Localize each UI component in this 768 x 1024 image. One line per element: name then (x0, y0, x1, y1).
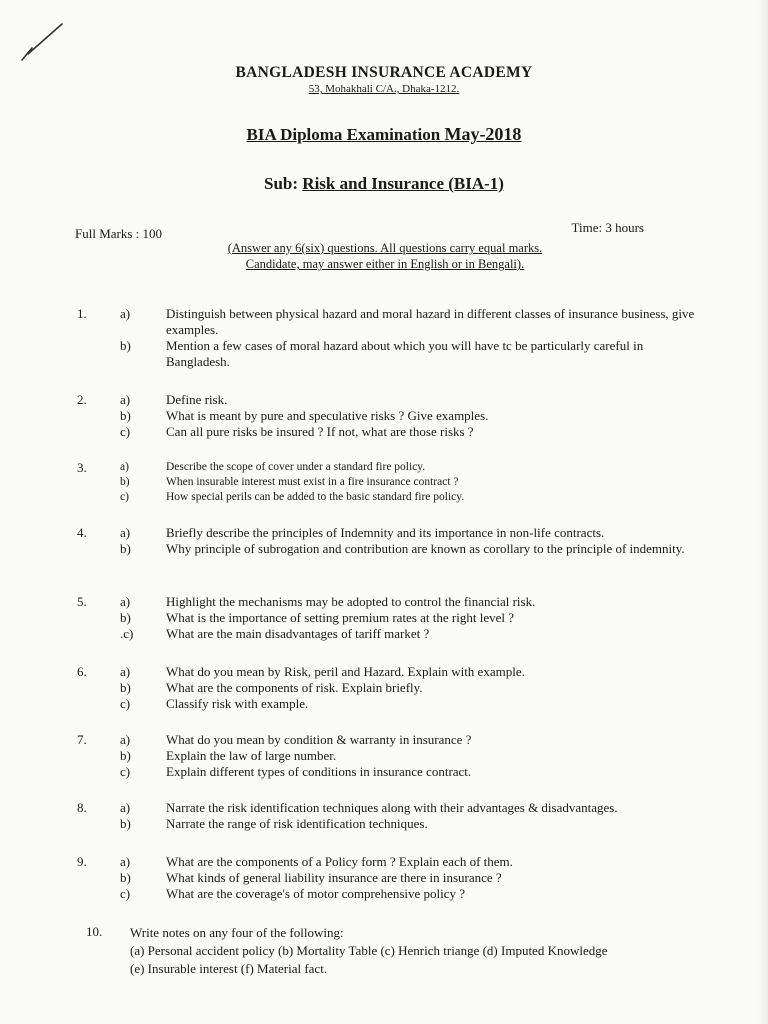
question-2 (0, 392, 768, 440)
question-10-line: (e) Insurable interest (f) Material fact. (130, 961, 328, 976)
question-number: 7. (77, 732, 87, 747)
question-part (0, 525, 768, 541)
part-label: b) (120, 870, 131, 885)
part-text: Distinguish between physical hazard and moral hazard in different classes of insurance business, give examples. (166, 306, 695, 337)
part-text: What is the importance of setting premium rates at the right level ? (166, 610, 514, 625)
exam-title (0, 124, 768, 145)
part-label: b) (120, 680, 131, 695)
question-number: 3. (77, 460, 87, 475)
question-9 (0, 854, 768, 902)
part-text: What are the components of risk. Explain briefly. (166, 680, 423, 695)
question-5 (0, 594, 768, 642)
part-text: Mention a few cases of moral hazard about which you will have tc be particularly careful in Bangladesh. (166, 338, 644, 369)
subject-prefix: Sub: (264, 174, 303, 193)
question-number: 10. (86, 924, 103, 939)
part-text: Describe the scope of cover under a standard fire policy. (166, 461, 426, 473)
question-part (0, 610, 768, 626)
question-part (0, 854, 768, 870)
part-label: a) (120, 732, 131, 747)
question-part (0, 870, 768, 886)
part-label: b) (120, 476, 130, 488)
part-label: a) (120, 306, 131, 321)
question-part (0, 732, 768, 748)
question-number: 6. (77, 664, 87, 679)
part-text: What are the coverage's of motor comprehensive policy ? (166, 886, 466, 901)
question-part (0, 680, 768, 696)
part-text: When insurable interest must exist in a fire insurance contract ? (166, 476, 459, 488)
part-text: Why principle of subrogation and contribution are known as corollary to the principle of indemnity. (166, 541, 685, 556)
part-label: a) (120, 800, 131, 815)
part-label: b) (120, 408, 131, 423)
question-part (0, 541, 768, 557)
part-label: b) (120, 610, 131, 625)
part-text: Highlight the mechanisms may be adopted to control the financial risk. (166, 594, 536, 609)
instruction-line-2: Candidate, may answer either in English or in Bengali). (245, 257, 525, 271)
question-part (0, 816, 768, 832)
part-text: Briefly describe the principles of Indemnity and its importance in non-life contracts. (166, 525, 605, 540)
part-label: b) (120, 541, 131, 556)
part-text: What are the components of a Policy form ? Explain each of them. (166, 854, 513, 869)
question-part (0, 748, 768, 764)
exam-year: May-2018 (444, 124, 522, 144)
question-10 (0, 924, 768, 978)
exam-title-text: BIA Diploma Examination (246, 125, 445, 144)
question-part (0, 408, 768, 424)
question-1 (0, 306, 768, 370)
part-label: c) (120, 491, 129, 503)
part-text: What do you mean by condition & warranty in insurance ? (166, 732, 472, 747)
question-number: 8. (77, 800, 87, 815)
question-part (0, 392, 768, 408)
question-10-line: Write notes on any four of the following: (130, 925, 344, 940)
part-text: What is meant by pure and speculative risks ? Give examples. (166, 408, 489, 423)
question-part (0, 664, 768, 680)
part-label: a) (120, 525, 131, 540)
question-number: 1. (77, 306, 87, 321)
part-label: a) (120, 594, 131, 609)
question-number: 5. (77, 594, 87, 609)
question-6 (0, 664, 768, 712)
part-label: b) (120, 338, 131, 353)
question-part (0, 696, 768, 712)
part-label: c) (120, 424, 131, 439)
academy-name: BANGLADESH INSURANCE ACADEMY (235, 64, 533, 81)
question-part (0, 306, 768, 338)
part-label: a) (120, 392, 131, 407)
page-edge-shadow (758, 0, 768, 1024)
question-part (0, 424, 768, 440)
question-part (0, 886, 768, 902)
question-part (0, 475, 768, 490)
part-text: Explain the law of large number. (166, 748, 337, 763)
question-part (0, 626, 768, 642)
question-part (0, 800, 768, 816)
part-text: Can all pure risks be insured ? If not, what are those risks ? (166, 424, 474, 439)
part-label: c) (120, 696, 131, 711)
question-number: 2. (77, 392, 87, 407)
question-part (0, 338, 768, 370)
check-mark-icon (18, 20, 66, 68)
question-part (0, 460, 768, 475)
part-label: a) (120, 461, 129, 473)
part-text: Narrate the range of risk identification techniques. (166, 816, 428, 831)
question-3 (0, 460, 768, 505)
full-marks: Full Marks : 100 (75, 226, 163, 241)
question-part (0, 594, 768, 610)
part-label: c) (120, 764, 131, 779)
part-text: Define risk. (166, 392, 228, 407)
part-label: a) (120, 854, 131, 869)
part-text: What do you mean by Risk, peril and Hazard. Explain with example. (166, 664, 525, 679)
part-text: How special perils can be added to the basic standard fire policy. (166, 491, 465, 503)
question-10-line: (a) Personal accident policy (b) Mortality Table (c) Henrich triange (d) Imputed Knowledge (130, 943, 608, 958)
part-label: c) (120, 886, 131, 901)
question-8 (0, 800, 768, 832)
question-7 (0, 732, 768, 780)
part-text: Classify risk with example. (166, 696, 309, 711)
part-label: .c) (120, 626, 134, 641)
part-text: What kinds of general liability insurance are there in insurance ? (166, 870, 502, 885)
part-text: Narrate the risk identification techniques along with their advantages & disadvantages. (166, 800, 618, 815)
academy-address: 53, Mohakhali C/A., Dhaka-1212. (308, 83, 460, 95)
subject-name: Risk and Insurance (BIA-1) (302, 174, 504, 193)
question-number: 4. (77, 525, 87, 540)
part-text: What are the main disadvantages of tariff market ? (166, 626, 430, 641)
question-part (0, 490, 768, 505)
question-number: 9. (77, 854, 87, 869)
question-4 (0, 525, 768, 557)
exam-time: Time: 3 hours (571, 220, 644, 235)
part-text: Explain different types of conditions in insurance contract. (166, 764, 472, 779)
instruction-line-1: (Answer any 6(six) questions. All questions carry equal marks. (227, 241, 543, 255)
part-label: b) (120, 748, 131, 763)
subject-line (0, 174, 768, 194)
part-label: a) (120, 664, 131, 679)
question-part (0, 764, 768, 780)
part-label: b) (120, 816, 131, 831)
